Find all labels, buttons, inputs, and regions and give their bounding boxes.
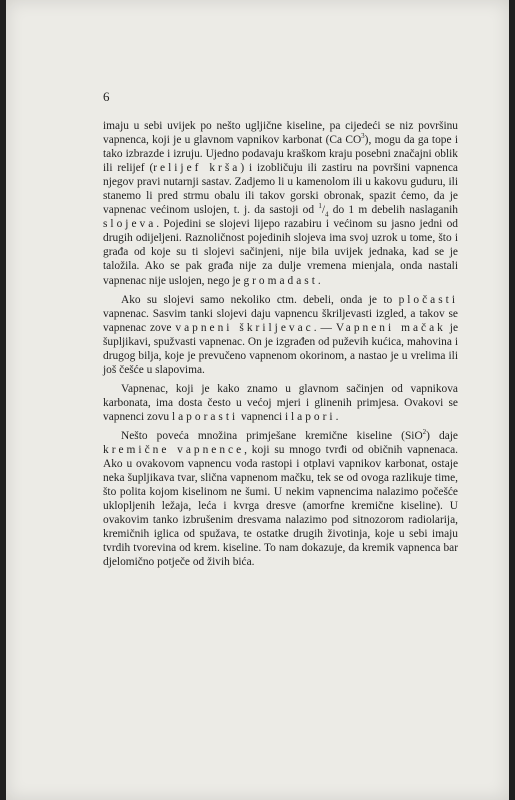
scan-edge-right [509, 0, 515, 800]
text-segment: gromadast [243, 274, 318, 287]
text-segment: vapnenac. Sasvim tanki slojevi daju vapnencu škriljevasti izgled, a takov se vapnenac zove [103, 307, 458, 334]
scan-edge-left [0, 0, 6, 800]
text-segment: ) i izobličuju ili zastiru na površini vapnenca njegov pravi nutarnji sastav. Zadjemo li u kamenolom ili u kakovu guduru, ili stanemo li pred strmu obalu ili takov gorski obronak, spazit ćemo, da je vapnenac većinom uslojen, t. j. da sastoji od [103, 162, 458, 217]
text-segment: 2 [422, 428, 427, 437]
text-segment: . [317, 274, 321, 287]
text-segment: relijef krša [153, 162, 241, 175]
book-page [6, 0, 509, 800]
paragraph-1 [103, 119, 458, 288]
text-segment: ), mogu da ga tope i tako izbrazde i izruju. Ujedno podavaju kraškom kraju posebni značajni oblik ili relijef ( [103, 134, 458, 175]
paragraph-2 [103, 293, 458, 377]
text-segment: vapneni škriljevac [175, 321, 314, 334]
page-number: 6 [103, 89, 110, 104]
text-segment: , koji su mnogo tvrđi od običnih vapnenaca. Ako u ovakovom vapnencu voda rastopi i otplavi vapnikov karbonat, ostaje neka šupljikava tvar, slična vapnenom mačku, tek se od ovoga razlikuje time, što polita kojom kiselinom ne šumi. U nekim vapnencima nalazimo počešće ukloplјenih ležaja, leća i kvrga dresve (amorfne kremične kiseline). U ovakovim tanko izbrušenim dresvama nalazimo pod sitnozorom radiolarija, kremičnih iglica od spužava, te ostatke drugih životinja, koje u sebi imaju tvrdih tvorevina od krem. kiseline. To nam dokazuje, da kremik vapnenca bar djelomično potječe od živih bića. [103, 444, 458, 569]
text-segment: Vapneni mačak [335, 321, 446, 334]
text-segment: slojeva [103, 218, 157, 231]
text-segment: laporasti [171, 410, 239, 423]
text-segment: ) daje [426, 429, 458, 442]
text-segment: kremične vapnence [103, 444, 245, 457]
text-segment: . Pojedini se slojevi lijepo razabiru i većinom su jasno jedni od drugih odijeljeni. Raznoličnost pojedinih slojeva ima svoj uzrok u tome, što i građa od koje su ti slojevi sačinjeni, nije bila uvijek jednaka, kad se je taložila. Ako se pak građa nije za dulje vremena mienjala, onda nastali vapnenac nije uslojen, nego je [103, 218, 458, 287]
text-segment: lapori [291, 410, 336, 423]
text-segment: Vapnenac, koji je kako znamo u glavnom sačinjen od vapnikova karbonata, ima dosta često u većoj mjeri i glinenih primjesa. Ovakovi se vapnenci zovu [103, 382, 458, 423]
paragraph-3 [103, 382, 458, 424]
text-segment: / [321, 204, 326, 217]
text-segment: . — [313, 321, 336, 334]
text-segment: Ako su slojevi samo nekoliko ctm. debeli, onda je to [121, 293, 399, 306]
page-text [103, 119, 458, 569]
text-segment: do 1 m debelih naslaganih [328, 204, 458, 217]
paragraph-4 [103, 429, 458, 569]
text-segment: vapnenci i [238, 410, 292, 423]
text-segment: 1 [318, 202, 322, 211]
text-segment: je šupljikavi, spužvasti vapnenac. On je izgrađen od puževih kućica, mahovina i drugog bilja, koje je prevučeno vapnenom okorinom, a nastao je u vrelima ili još češće u slapovima. [103, 321, 458, 376]
text-segment: imaju u sebi uvijek po nešto ugljične kiseline, pa cijedeći se niz površinu vapnenca, koji je u glavnom vapnikov karbonat (Ca CO [103, 120, 458, 147]
text-segment: Nešto poveća množina primješane kremične kiseline (SiO [121, 429, 423, 442]
text-segment: 4 [325, 210, 329, 219]
text-segment: . [335, 410, 339, 423]
text-segment: 3 [361, 132, 365, 141]
text-segment: pločasti [398, 293, 458, 306]
